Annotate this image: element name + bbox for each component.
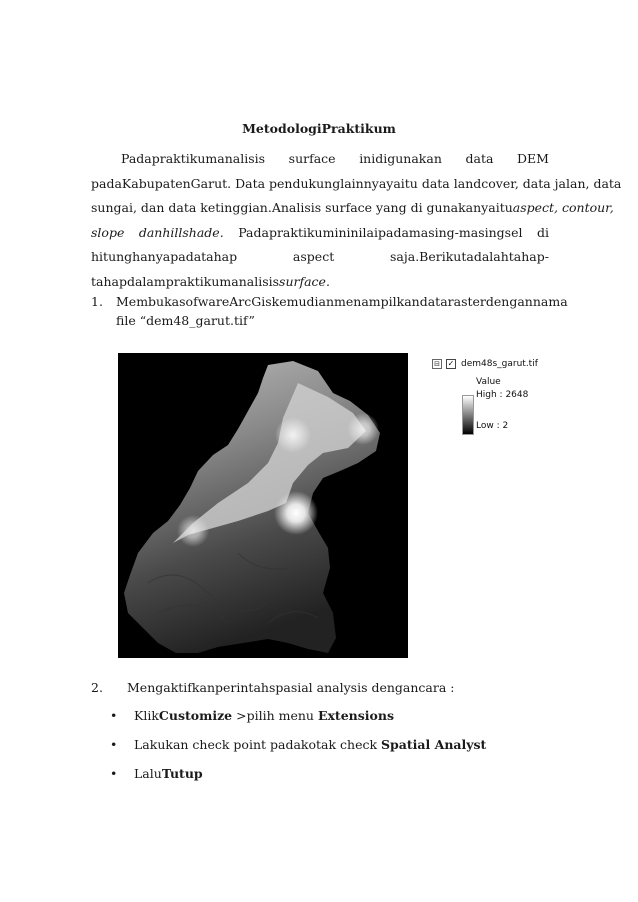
text-run: Lakukan check point padakotak check	[134, 737, 382, 752]
text-run: Lalu	[134, 766, 162, 781]
word: data	[419, 294, 448, 309]
word: Membuka	[116, 294, 180, 309]
step-text	[116, 292, 568, 330]
step-line-1	[116, 292, 568, 311]
list-item-text	[134, 737, 486, 752]
text-run: .	[325, 273, 330, 289]
word: kemudian	[271, 294, 335, 309]
italic-word: slope	[91, 224, 125, 240]
word: menampilkan	[334, 294, 420, 309]
step-line-2: file “dem48_garut.tif”	[116, 313, 255, 328]
italic-run: surface	[279, 273, 326, 289]
word: inidigunakan	[359, 151, 442, 166]
step-number: 1.	[91, 294, 103, 309]
step-text: Mengaktifkanperintahspasial analysis dengancara :	[127, 680, 455, 695]
word: saja.Berikutadalahtahap-	[390, 249, 549, 264]
bold-run: Spatial Analyst	[381, 737, 487, 752]
word: dengan	[485, 294, 533, 309]
dem-raster-image	[118, 353, 408, 658]
text-run: sungai, dan data ketinggian.Analisis surface yang di gunakanyaitu	[91, 200, 513, 215]
word: hitunghanyapadatahap	[91, 249, 238, 264]
paragraph-line-6	[91, 270, 549, 295]
color-ramp	[462, 395, 474, 435]
map-legend	[432, 357, 538, 431]
collapse-icon[interactable]: ⊟	[432, 359, 442, 369]
peak-glow	[177, 515, 209, 547]
word: raster	[447, 294, 486, 309]
layer-name: dem48s_garut.tif	[461, 358, 538, 369]
step-number: 2.	[91, 680, 103, 695]
word: Padapraktikumininilaipadamasing-masingsel	[238, 224, 523, 240]
word: data	[465, 151, 494, 166]
legend-low-label: Low : 2	[476, 421, 509, 431]
text-run: Klik	[134, 708, 159, 723]
word: Padapraktikumanalisis	[121, 151, 266, 166]
peak-glow	[275, 417, 311, 453]
italic-run: aspect, contour,	[512, 200, 614, 215]
legend-layer-row	[432, 357, 538, 370]
paragraph-line-2: padaKabupatenGarut. Data pendukunglainnyayaitu data landcover, data jalan, data	[91, 175, 622, 191]
text-run: tahapdalampraktikumanalisis	[91, 273, 280, 289]
peak-glow	[274, 491, 318, 535]
bold-run: Extensions	[317, 708, 394, 723]
legend-value-label: Value	[476, 377, 501, 387]
paragraph-line-3	[91, 196, 614, 221]
bold-run: Customize	[158, 708, 233, 723]
bullet-icon: •	[110, 708, 118, 723]
paragraph-line-1	[91, 147, 549, 172]
word: surface	[288, 151, 336, 166]
peak-glow	[347, 413, 379, 445]
arcgis-screenshot	[90, 339, 546, 671]
word: aspect	[292, 249, 335, 264]
step-1	[91, 292, 568, 330]
bullet-icon: •	[110, 766, 118, 781]
list-item-text	[134, 708, 394, 723]
text-run: >pilih menu	[232, 708, 318, 723]
dem-terrain-map	[118, 353, 408, 658]
bullet-icon: •	[110, 737, 118, 752]
bold-run: Tutup	[161, 766, 203, 781]
word: DEM	[517, 151, 549, 166]
word: sofware	[179, 294, 230, 309]
word: di	[536, 224, 549, 240]
legend-high-label: High : 2648	[476, 390, 529, 400]
italic-word: danhillshade.	[138, 224, 224, 240]
word: nama	[532, 294, 568, 309]
intro-paragraph	[91, 147, 622, 294]
word: ArcGis	[229, 294, 272, 309]
page-title: MetodologiPraktikum	[242, 121, 396, 136]
list-item-text	[134, 766, 203, 781]
checkbox-checked-icon[interactable]: ✓	[447, 358, 455, 368]
paragraph-line-5	[91, 245, 549, 270]
paragraph-line-4	[91, 221, 549, 246]
